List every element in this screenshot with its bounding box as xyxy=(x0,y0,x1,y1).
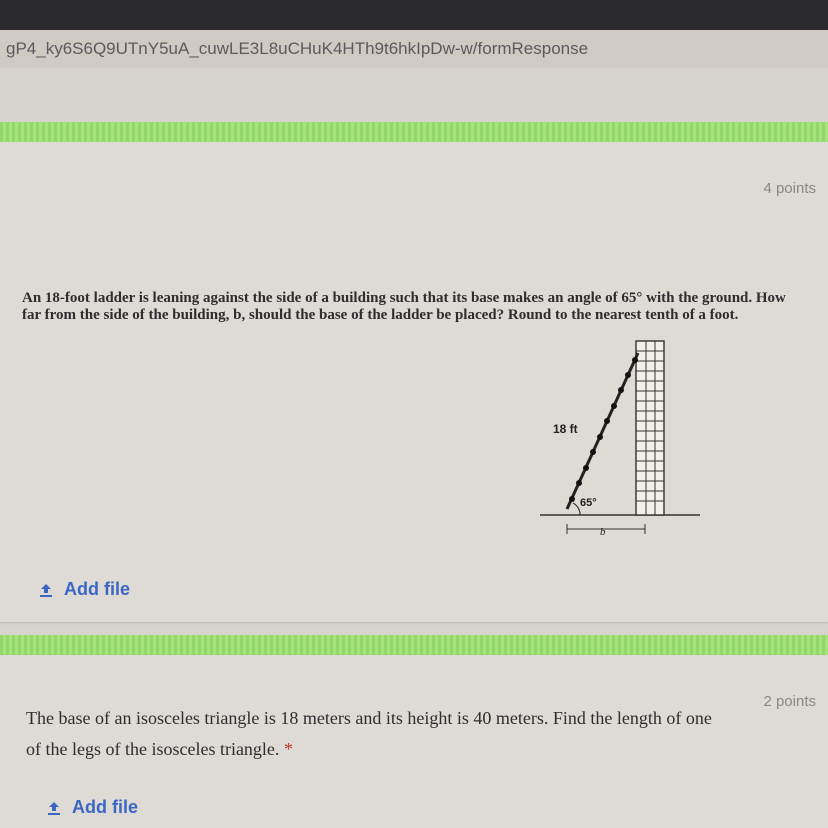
add-file-label: Add file xyxy=(64,579,130,599)
question-card-2 xyxy=(0,655,828,828)
upload-icon xyxy=(46,800,62,816)
section-stripe xyxy=(0,635,828,655)
upload-icon xyxy=(38,582,54,598)
section-stripe xyxy=(0,122,828,142)
question-text-body: The base of an isosceles triangle is 18 meters and its height is 40 meters. Find the length of one of the legs of the isosceles triangle. xyxy=(26,708,712,759)
add-file-button[interactable] xyxy=(38,579,130,600)
form-canvas xyxy=(0,68,828,828)
points-label: 2 points xyxy=(763,693,816,710)
add-file-button[interactable] xyxy=(46,797,138,818)
url-text: gP4_ky6S6Q9UTnY5uA_cuwLE3L8uCHuK4HTh9t6hkIpDw-w/formResponse xyxy=(6,39,589,58)
browser-top-bar xyxy=(0,0,828,30)
address-bar[interactable] xyxy=(0,30,828,68)
question-text: An 18-foot ladder is leaning against the side of a building such that its base makes an angle of 65° with the ground. How far from the side of the building, b, should the base of the ladder be placed? Round to the nearest tenth of a foot. xyxy=(22,290,786,323)
question-card-1 xyxy=(0,142,828,622)
required-asterisk: * xyxy=(283,739,293,759)
add-file-label: Add file xyxy=(72,797,138,817)
base-variable-label: b xyxy=(600,526,606,538)
angle-label: 65° xyxy=(580,497,597,509)
angle-arc xyxy=(573,503,580,515)
question-text xyxy=(26,703,726,765)
points-label: 4 points xyxy=(763,180,816,197)
ladder-diagram xyxy=(540,339,700,544)
building-wall xyxy=(636,341,664,515)
ladder-length-label: 18 ft xyxy=(553,422,578,436)
